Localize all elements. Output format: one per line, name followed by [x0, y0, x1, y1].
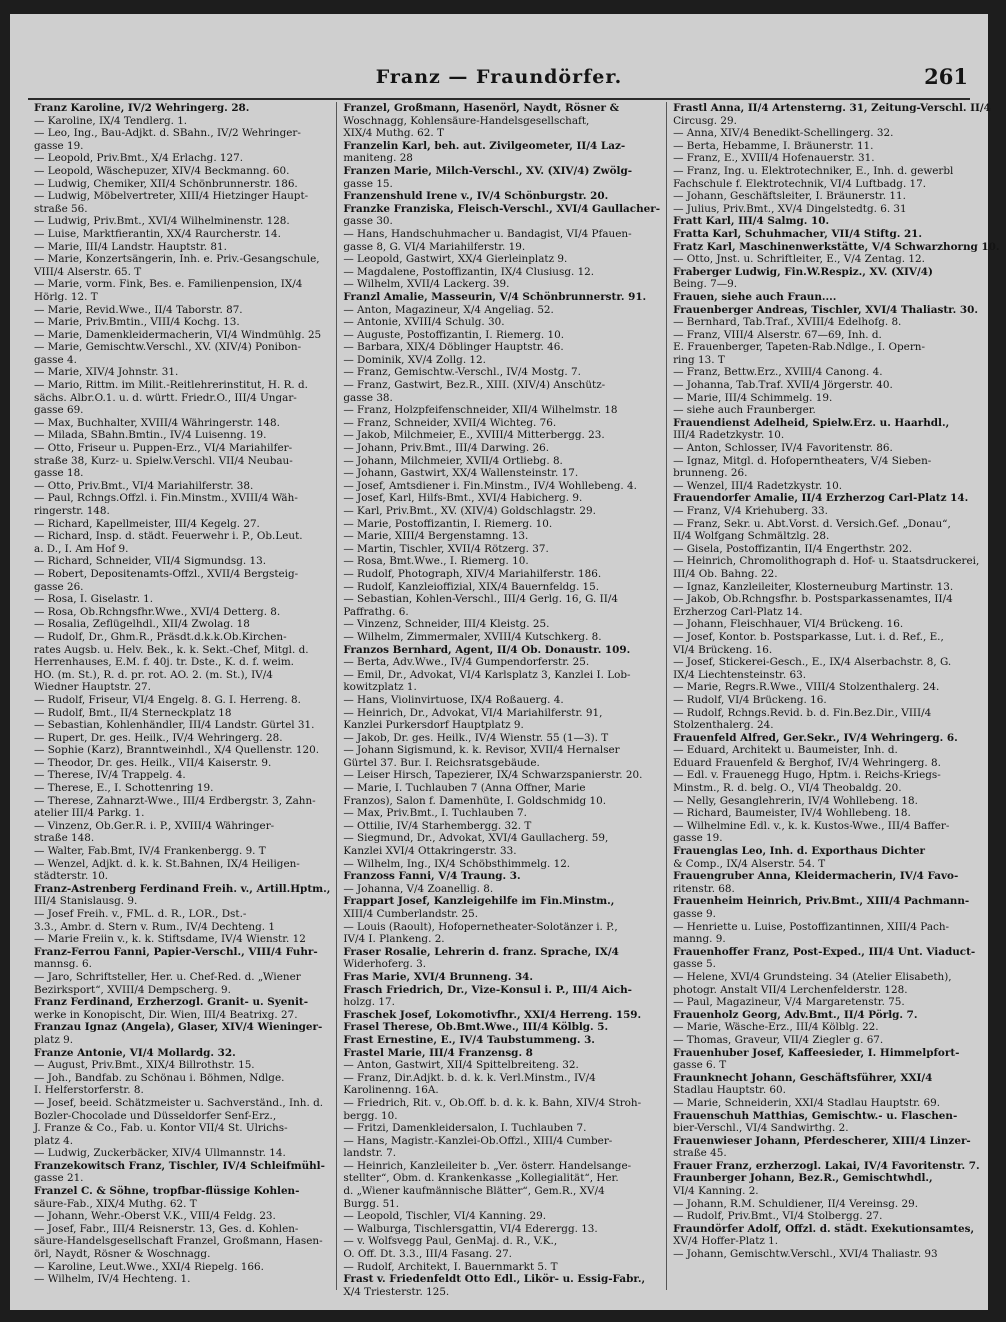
directory-entry: — Julius, Priv.Bmt., XV/4 Dingelstedtg. 6. 31 [673, 202, 907, 215]
directory-entry: Frasel Therese, Ob.Bmt.Wwe., III/4 Kölblg. 5. [343, 1021, 609, 1034]
directory-entry: — Johann, Gemischtw.Verschl., XVI/4 Thaliastr. 93 [673, 1248, 938, 1261]
directory-entry: Frauendorfer Amalie, II/4 Erzherzog Carl-Platz 14. [673, 492, 969, 505]
directory-entry: — Karl, Priv.Bmt., XV. (XIV/4) Goldschlagstr. 29. [343, 505, 596, 517]
directory-entry: Paffrathg. 6. [343, 605, 409, 618]
directory-entry: — Marie Freiin v., k. k. Stiftsdame, IV/4 Wienstr. 12 [34, 933, 306, 946]
directory-entry: Fraunberger Johann, Bez.R., Gemischtwhdl., [673, 1172, 933, 1185]
directory-entry: gasse 6. T [673, 1059, 727, 1072]
directory-entry: Fratt Karl, III/4 Salmg. 10. [673, 215, 830, 228]
directory-entry: — Heinrich, Chromolithograph d. Hof- u. Staatsdruckerei, [673, 555, 980, 568]
directory-entry: — Henriette u. Luise, Postoffizantinnen, XIII/4 Pach- [673, 920, 950, 933]
directory-entry: Stadlau Hauptstr. 60. [673, 1084, 786, 1097]
directory-entry: Franzekowitsch Franz, Tischler, IV/4 Schleifmühl- [34, 1159, 325, 1172]
directory-entry: — Otto, Friseur u. Puppen-Erz., VI/4 Mariahilfer- [34, 442, 293, 455]
directory-entry: — Rudolf, Friseur, VI/4 Engelg. 8. G. I. Herreng. 8. [34, 693, 301, 706]
directory-entry: Frauenheim Heinrich, Priv.Bmt., XIII/4 Pachmann- [673, 895, 970, 908]
directory-entry: — Marie, Konzertsängerin, Inh. e. Priv.-Gesangschule, [34, 253, 320, 266]
directory-entry: — Josef, Amtsdiener i. Fin.Minstm., IV/4 Wohllebeng. 4. [343, 479, 637, 492]
column-3 [666, 102, 1005, 1290]
directory-entry: — Ludwig, Zuckerbäcker, XIV/4 Ullmannstr. 14. [34, 1147, 286, 1160]
directory-entry: — Johann, Wehr.-Oberst V.K., VIII/4 Feldg. 23. [34, 1210, 276, 1223]
directory-entry: — Marie, Wäsche-Erz., III/4 Kölblg. 22. [673, 1021, 879, 1034]
directory-entry: — Ottilie, IV/4 Starhembergg. 32. T [343, 819, 532, 832]
directory-entry: — Marie, I. Tuchlauben 7 (Anna Offner, Marie [343, 782, 586, 795]
directory-entry: — Karoline, IX/4 Tendlerg. 1. [34, 114, 188, 127]
directory-entry: — Marie, Priv.Bmtin., VIII/4 Kochg. 13. [34, 316, 240, 329]
directory-entry: — Fritzi, Damenkleidersalon, I. Tuchlauben 7. [343, 1122, 587, 1135]
directory-entry: Fraunknecht Johann, Geschäftsführer, XXI/4 [673, 1071, 933, 1084]
directory-entry: straße 56. [34, 202, 88, 215]
directory-entry: Frastel Marie, III/4 Franzensg. 8 [343, 1046, 533, 1059]
directory-entry: Frauengruber Anna, Kleidermacherin, IV/4 Favo- [673, 870, 959, 883]
directory-entry: — Rudolf, Kanzleioffizial, XIX/4 Bauernfeldg. 15. [343, 580, 600, 593]
directory-entry: — Barbara, XIX/4 Döblinger Hauptstr. 46. [343, 341, 564, 354]
directory-entry: Franz-Astrenberg Ferdinand Freih. v., Artill.Hptm., [34, 882, 331, 895]
directory-entry: Fraschek Josef, Lokomotivfhr., XXI/4 Herreng. 159. [343, 1008, 642, 1021]
directory-entry: Frauenberger Andreas, Tischler, XVI/4 Thaliastr. 30. [673, 303, 978, 316]
directory-entry: gasse 5. [673, 958, 716, 971]
column-2 [336, 102, 666, 1298]
directory-entry: — Marie, XIV/4 Johnstr. 31. [34, 366, 179, 379]
directory-entry: Franz Karoline, IV/2 Wehringerg. 28. [34, 102, 250, 114]
directory-entry: säure-Fab., XIX/4 Muthg. 62. T [34, 1197, 197, 1210]
directory-entry: Franzel, Großmann, Hasenörl, Naydt, Rösner & [343, 102, 620, 114]
directory-entry: gasse 19. [673, 832, 723, 845]
directory-entry: sächs. Albr.O.1. u. d. württ. Friedr.O., III/4 Ungar- [34, 391, 297, 404]
directory-entry: Minstm., R. d. belg. O., VI/4 Theobaldg. 20. [673, 782, 902, 795]
directory-entry: Franzel C. & Söhne, tropfbar-flüssige Kohlen- [34, 1185, 300, 1198]
directory-entry: XIII/4 Cumberlandstr. 25. [343, 908, 479, 920]
page-number: 261 [924, 64, 968, 89]
directory-entry: — Franz, Gastwirt, Bez.R., XIII. (XIV/4) Anschütz- [343, 379, 606, 392]
directory-entry: rates Augsb. u. Helv. Bek., k. k. Sekt.-Chef, Mitgl. d. [34, 643, 309, 656]
directory-entry: — Franz, Dir.Adjkt. b. d. k. k. Verl.Minstm., IV/4 [343, 1071, 596, 1084]
directory-entry: Frappart Josef, Kanzleigehilfe im Fin.Minstm., [343, 895, 615, 908]
directory-entry: — Ludwig, Priv.Bmt., XVI/4 Wilhelminenstr. 128. [34, 215, 290, 228]
directory-entry: — Sebastian, Kohlenhändler, III/4 Landstr. Gürtel 31. [34, 719, 315, 732]
directory-entry: — Marie, Revid.Wwe., II/4 Taborstr. 87. [34, 303, 243, 316]
directory-entry: Karolinenng. 16A. [343, 1084, 439, 1097]
directory-entry: — Josef, Stickerei-Gesch., E., IX/4 Alserbachstr. 8, G. [673, 656, 952, 669]
directory-entry: — Karoline, Leut.Wwe., XXI/4 Riepelg. 166. [34, 1260, 264, 1273]
directory-entry: ring 13. T [673, 353, 725, 366]
directory-entry: Frast Ernestine, E., IV/4 Taubstummeng. 3. [343, 1033, 595, 1046]
directory-entry: — Otto, Priv.Bmt., VI/4 Mariahilferstr. 38. [34, 479, 254, 492]
directory-entry: — Rudolf, Photograph, XIV/4 Mariahilferstr. 186. [343, 567, 602, 580]
directory-entry: — Paul, Magazineur, V/4 Margaretenstr. 75. [673, 996, 905, 1009]
directory-entry: — Ludwig, Möbelvertreter, XIII/4 Hietzinger Haupt- [34, 190, 309, 203]
directory-entry: straße 148. [34, 832, 95, 845]
directory-entry: VIII/4 Alserstr. 65. T [34, 265, 142, 278]
directory-entry: — Vinzenz, Schneider, III/4 Kleistg. 25. [343, 618, 550, 631]
directory-entry: bergg. 10. [343, 1109, 398, 1122]
directory-entry: Frast v. Friedenfeldt Otto Edl., Likör- u. Essig-Fabr., [343, 1273, 646, 1286]
directory-page [10, 14, 1000, 1310]
directory-entry: — Franz, Schneider, XVII/4 Wichteg. 76. [343, 416, 557, 429]
directory-entry: — Marie, Postoffizantin, I. Riemerg. 10. [343, 517, 553, 530]
directory-entry: — Dominik, XV/4 Zollg. 12. [343, 353, 486, 366]
directory-entry: — Therese, IV/4 Trappelg. 4. [34, 769, 186, 782]
directory-entry: — Helene, XVI/4 Grundsteing. 34 (Atelier Elisabeth), [673, 970, 952, 983]
directory-entry: — Rudolf, Priv.Bmt., VI/4 Stolbergg. 27. [673, 1210, 883, 1223]
directory-entry: — Johann Sigismund, k. k. Revisor, XVII/4 Hernalser [343, 744, 620, 757]
directory-entry: — Franz, Holzpfeifenschneider, XII/4 Wilhelmstr. 18 [343, 404, 618, 417]
directory-entry: Franz Ferdinand, Erzherzogl. Granit- u. Syenit- [34, 996, 309, 1009]
directory-entry: E. Frauenberger, Tapeten-Rab.Ndlge., I. Opern- [673, 341, 925, 354]
directory-entry: gasse 19. [34, 139, 84, 152]
directory-entry: Fraberger Ludwig, Fin.W.Respiz., XV. (XIV/4) [673, 265, 933, 278]
directory-entry: — Johann, Milchmeier, XVII/4 Ortliebg. 8. [343, 454, 563, 467]
directory-entry: stellter“, Obm. d. Krankenkasse „Kollegialität“, Her. [343, 1172, 619, 1185]
directory-entry: — Franz, VIII/4 Alserstr. 67—69, Inh. d. [673, 328, 882, 341]
directory-entry: II/4 Wolfgang Schmältzlg. 28. [673, 530, 830, 543]
directory-entry: — Johann, Priv.Bmt., III/4 Darwing. 26. [343, 442, 550, 455]
directory-entry: — Thomas, Graveur, VII/4 Ziegler g. 67. [673, 1033, 884, 1046]
directory-entry: atelier III/4 Parkg. 1. [34, 807, 145, 820]
directory-entry: — Leopold, Tischler, VI/4 Kanning. 29. [343, 1210, 547, 1223]
directory-entry: III/4 Stanislausg. 9. [34, 895, 138, 908]
directory-entry: — siehe auch Fraunberger. [673, 404, 816, 417]
directory-entry: XIX/4 Muthg. 62. T [343, 127, 444, 140]
directory-entry: Bezirksport“, XVIII/4 Dempscherg. 9. [34, 983, 231, 996]
directory-entry: säure-Handelsgesellschaft Franzel, Großmann, Hasen- [34, 1235, 323, 1248]
directory-entry: bier-Verschl., VI/4 Sandwirthg. 2. [673, 1122, 849, 1135]
directory-entry: — Marie, Damenkleidermacherin, VI/4 Windmühlg. 25 [34, 328, 322, 341]
directory-entry: — Johann, Gastwirt, XX/4 Wallensteinstr. 17. [343, 467, 579, 480]
directory-entry: — Siegmund, Dr., Advokat, XVI/4 Gaullacherg. 59, [343, 832, 609, 845]
directory-entry: gasse 69. [34, 404, 84, 417]
directory-entry: straße 38, Kurz- u. Spielw.Verschl. VII/4 Neubau- [34, 454, 293, 467]
directory-entry: Frauer Franz, erzherzogl. Lakai, IV/4 Favoritenstr. 7. [673, 1159, 980, 1172]
column-1 [28, 102, 336, 1290]
directory-entry: — Rupert, Dr. ges. Heilk., IV/4 Wehringerg. 28. [34, 731, 283, 744]
directory-entry: — Ignaz, Kanzleileiter, Klosterneuburg Martinstr. 13. [673, 580, 954, 593]
directory-entry: — Vinzenz, Ob.Ger.R. i. P., XVIII/4 Währinger- [34, 819, 275, 832]
directory-entry: ritenstr. 68. [673, 882, 735, 895]
directory-entry: — Wilhelm, XVII/4 Lackerg. 39. [343, 278, 510, 291]
directory-entry: — v. Wolfsvegg Paul, GenMaj. d. R., V.K., [343, 1235, 558, 1248]
directory-entry: — Wilhelm, Zimmermaler, XVIII/4 Kutschkerg. 8. [343, 630, 602, 643]
directory-entry: — Anton, Schlosser, IV/4 Favoritenstr. 86. [673, 442, 893, 455]
directory-entry: gasse 8, G. VI/4 Mariahilferstr. 19. [343, 240, 526, 253]
directory-entry: gasse 15. [343, 177, 393, 190]
directory-entry: — Heinrich, Kanzleileiter b. „Ver. österr. Handelsange- [343, 1159, 632, 1172]
directory-entry: — Richard, Insp. d. städt. Feuerwehr i. P., Ob.Leut. [34, 530, 303, 543]
directory-entry: — Louis (Raoult), Hofopernetheater-Solotänzer i. P., [343, 920, 618, 933]
directory-entry: Franzen Marie, Milch-Verschl., XV. (XIV/4) Zwölg- [343, 164, 633, 177]
directory-entry: Franzke Franziska, Fleisch-Verschl., XVI/4 Gaullacher- [343, 202, 661, 215]
directory-entry: XV/4 Hoffer-Platz 1. [673, 1235, 779, 1248]
directory-entry: — Wilhelm, Ing., IX/4 Schöbsthimmelg. 12. [343, 857, 571, 870]
directory-entry: Fraundörfer Adolf, Offzl. d. städt. Exekutionsamtes, [673, 1222, 975, 1235]
directory-entry: — Jaro, Schriftsteller, Her. u. Chef-Red. d. „Wiener [34, 970, 301, 983]
directory-entry: Franze Antonie, VI/4 Mollardg. 32. [34, 1046, 236, 1059]
directory-entry: X/4 Triesterstr. 125. [343, 1285, 450, 1298]
directory-entry: — Richard, Schneider, VII/4 Sigmundsg. 13. [34, 555, 267, 568]
directory-entry: gasse 38. [343, 391, 393, 404]
directory-entry: — Milada, SBahn.Bmtin., IV/4 Luisenng. 19. [34, 429, 267, 442]
directory-entry: Franzos), Salon f. Damenhüte, I. Goldschmidg 10. [343, 794, 607, 807]
directory-entry: — Franz, V/4 Kriehuberg. 33. [673, 505, 828, 517]
directory-entry: — Franz, Bettw.Erz., XVIII/4 Canong. 4. [673, 366, 883, 379]
directory-entry: platz 4. [34, 1134, 74, 1147]
directory-entry: — Emil, Dr., Advokat, VI/4 Karlsplatz 3, Kanzlei I. Lob- [343, 668, 631, 681]
directory-entry: — Josef, Karl, Hilfs-Bmt., XVI/4 Habicherg. 9. [343, 492, 583, 505]
directory-entry: Widerhoferg. 3. [343, 958, 427, 971]
directory-entry: — Johanna, Tab.Traf. XVII/4 Jörgerstr. 40. [673, 379, 893, 392]
directory-entry: a. D., I. Am Hof 9. [34, 542, 129, 555]
directory-entry: — Ludwig, Chemiker, XII/4 Schönbrunnerstr. 186. [34, 177, 298, 190]
directory-entry: IX/4 Liechtensteinstr. 63. [673, 668, 807, 681]
directory-entry: — Hans, Magistr.-Kanzlei-Ob.Offzl., XIII/4 Cumber- [343, 1134, 613, 1147]
directory-entry: — Jakob, Dr. ges. Heilk., IV/4 Wienstr. 55 (1—3). T [343, 731, 609, 744]
directory-entry: — Rudolf, Rchngs.Revid. b. d. Fin.Bez.Dir., VIII/4 [673, 706, 932, 719]
directory-entry: — Rosa, Bmt.Wwe., I. Riemerg. 10. [343, 555, 529, 568]
directory-entry: — Theodor, Dr. ges. Heilk., VII/4 Kaiserstr. 9. [34, 756, 272, 769]
directory-entry: 3.3., Ambr. d. Stern v. Rum., IV/4 Dechteng. 1 [34, 920, 275, 933]
directory-entry: Franzos Bernhard, Agent, II/4 Ob. Donaustr. 109. [343, 643, 631, 656]
directory-entry: manng. 9. [673, 933, 726, 946]
directory-entry: Herrenhauses, E.M. f. 40j. tr. Dste., K. d. f. weim. [34, 656, 294, 669]
directory-entry: — Franz, Sekr. u. Abt.Vorst. d. Versich.Gef. „Donau“, [673, 517, 951, 530]
directory-entry: — Josef Freih. v., FML. d. R., LOR., Dst.- [34, 908, 247, 920]
directory-entry: Circusg. 29. [673, 114, 737, 127]
directory-entry: — Auguste, Postoffizantin, I. Riemerg. 10. [343, 328, 565, 341]
directory-entry: — Berta, Hebamme, I. Bräunerstr. 11. [673, 139, 874, 152]
directory-entry: — Johann, Fleischhauer, VI/4 Brückeng. 16. [673, 618, 904, 631]
directory-entry: Franzoss Fanni, V/4 Traung. 3. [343, 870, 521, 883]
directory-entry: — Johanna, V/4 Zoanellig. 8. [343, 882, 494, 895]
directory-entry: — Robert, Depositenamts-Offzl., XVII/4 Bergsteig- [34, 567, 299, 580]
directory-entry: J. Franze & Co., Fab. u. Kontor VII/4 St. Ulrichs- [34, 1122, 288, 1135]
directory-entry: Fratta Karl, Schuhmacher, VII/4 Stiftg. 21. [673, 227, 923, 240]
directory-entry: — Sebastian, Kohlen-Verschl., III/4 Gerlg. 16, G. II/4 [343, 593, 618, 606]
directory-entry: straße 45. [673, 1147, 727, 1160]
directory-entry: — Hans, Violinvirtuose, IX/4 Roßauerg. 4. [343, 693, 564, 706]
directory-entry: gasse 26. [34, 580, 84, 593]
directory-entry: d. „Wiener kaufmännische Blätter“, Gem.R., XV/4 [343, 1185, 605, 1198]
directory-entry: — Wenzel, III/4 Radetzkystr. 10. [673, 479, 843, 492]
directory-entry: — Richard, Baumeister, IV/4 Wohllebeng. 18. [673, 807, 911, 820]
directory-entry: Bozler-Chocolade und Düsseldorfer Senf-Erz., [34, 1109, 277, 1122]
directory-entry: — Wenzel, Adjkt. d. k. k. St.Bahnen, IX/4 Heiligen- [34, 857, 300, 870]
directory-entry: — Jakob, Milchmeier, E., XVIII/4 Mitterbergg. 23. [343, 429, 605, 442]
directory-entry: III/4 Radetzkystr. 10. [673, 429, 785, 442]
directory-entry: — Marie, vorm. Fink, Bes. e. Familienpension, IX/4 [34, 278, 303, 291]
directory-entry: — Jakob, Ob.Rchngsfhr. b. Postsparkassenamtes, II/4 [673, 593, 953, 606]
directory-entry: — Rudolf, Bmt., II/4 Sterneckplatz 18 [34, 706, 232, 719]
directory-entry: — Johann, Geschäftsleiter, I. Bräunerstr. 11. [673, 190, 906, 203]
directory-entry: — Leopold, Wäschepuzer, XIV/4 Beckmanng. 60. [34, 164, 290, 177]
directory-entry: — Magdalene, Postoffizantin, IX/4 Clusiusg. 12. [343, 265, 595, 278]
directory-entry: VI/4 Brückeng. 16. [673, 643, 773, 656]
directory-entry: landstr. 7. [343, 1147, 397, 1160]
directory-entry: — Anton, Magazineur, X/4 Angeliag. 52. [343, 303, 554, 316]
directory-entry: Frauenwieser Johann, Pferdescherer, XIII/4 Linzer- [673, 1134, 971, 1147]
directory-entry: — Berta, Adv.Wwe., IV/4 Gumpendorferstr. 25. [343, 656, 590, 669]
directory-entry: örl, Naydt, Rösner & Woschnagg. [34, 1248, 211, 1261]
directory-entry: — Rosa, I. Giselastr. 1. [34, 593, 154, 606]
directory-entry: — Walburga, Tischlersgattin, VI/4 Ederergg. 13. [343, 1222, 598, 1235]
directory-entry: Burgg. 51. [343, 1197, 400, 1210]
directory-entry: — Leiser Hirsch, Tapezierer, IX/4 Schwarzspanierstr. 20. [343, 769, 643, 782]
directory-entry: — Richard, Kapellmeister, III/4 Kegelg. 27. [34, 517, 260, 530]
directory-entry: — Max, Priv.Bmt., I. Tuchlauben 7. [343, 807, 527, 820]
directory-entry: Stolzenthalerg. 24. [673, 719, 774, 732]
directory-entry: — Josef, Fabr., III/4 Reisnerstr. 13, Ges. d. Kohlen- [34, 1222, 299, 1235]
directory-entry: — Therese, Zahnarzt-Wwe., III/4 Erdbergstr. 3, Zahn- [34, 794, 316, 807]
page-header [28, 58, 970, 100]
directory-entry: — Josef, Kontor. b. Postsparkasse, Lut. i. d. Ref., E., [673, 630, 944, 643]
directory-entry: — Edl. v. Frauenegg Hugo, Hptm. i. Reichs-Kriegs- [673, 769, 941, 782]
directory-entry: Fachschule f. Elektrotechnik, VI/4 Luftbadg. 17. [673, 177, 927, 190]
directory-entry: — Leo, Ing., Bau-Adjkt. d. SBahn., IV/2 Wehringer- [34, 127, 301, 140]
directory-entry: HO. (m. St.), R. d. pr. rot. AO. 2. (m. St.), IV/4 [34, 668, 273, 681]
directory-entry: — Therese, E., I. Schottenring 19. [34, 782, 214, 795]
directory-entry: Franzau Ignaz (Angela), Glaser, XIV/4 Wieninger- [34, 1021, 323, 1034]
directory-entry: — Wilhelmine Edl. v., k. k. Kustos-Wwe., III/4 Baffer- [673, 819, 950, 832]
directory-entry: VI/4 Kanning. 2. [673, 1185, 759, 1198]
directory-entry: — Leopold, Priv.Bmt., X/4 Erlachg. 127. [34, 152, 244, 165]
directory-entry: werke in Konopischt, Dir. Wien, III/4 Beatrixg. 27. [34, 1008, 298, 1021]
directory-entry: maniteng. 28 [343, 152, 413, 165]
directory-entry: Franzelin Karl, beh. aut. Zivilgeometer, II/4 Laz- [343, 139, 626, 152]
directory-entry: — Anton, Gastwirt, XII/4 Spittelbreiteng. 32. [343, 1059, 579, 1072]
directory-entry: holzg. 17. [343, 996, 395, 1009]
directory-entry: Kanzlei XVI/4 Ottakringerstr. 33. [343, 845, 517, 858]
directory-entry: — Otto, Jnst. u. Schriftleiter, E., V/4 Zentag. 12. [673, 253, 925, 266]
directory-entry: — Marie, Schneiderin, XXI/4 Stadlau Hauptstr. 69. [673, 1096, 941, 1109]
directory-entry: — Rosa, Ob.Rchngsfhr.Wwe., XVI/4 Detterg. 8. [34, 605, 281, 618]
directory-entry: Gürtel 37. Bur. I. Reichsratsgebäude. [343, 756, 540, 769]
directory-entry: — Leopold, Gastwirt, XX/4 Gierleinplatz 9. [343, 253, 568, 266]
directory-entry: Erzherzog Carl-Platz 14. [673, 605, 803, 618]
directory-entry: mannsg. 6. [34, 958, 92, 971]
directory-entry: Eduard Frauenfeld & Berghof, IV/4 Wehringerg. 8. [673, 756, 941, 769]
directory-entry: gasse 9. [673, 908, 716, 920]
directory-entry: Wiedner Hauptstr. 27. [34, 681, 151, 694]
directory-entry: Franzenshuld Irene v., IV/4 Schönburgstr. 20. [343, 190, 609, 203]
directory-entry: Frastl Anna, II/4 Artensterng. 31, Zeitung-Verschl. II/4 [673, 102, 991, 114]
directory-entry: gasse 18. [34, 467, 84, 480]
directory-entry: Frauenholz Georg, Adv.Bmt., II/4 Pörlg. 7. [673, 1008, 918, 1021]
directory-entry: brunneng. 26. [673, 467, 748, 480]
directory-entry: Fras Marie, XVI/4 Brunneng. 34. [343, 970, 534, 983]
directory-entry: — Paul, Rchngs.Offzl. i. Fin.Minstm., XVIII/4 Wäh- [34, 492, 298, 505]
directory-entry: städterstr. 10. [34, 870, 109, 883]
directory-entry: — Rudolf, Architekt, I. Bauernmarkt 5. T [343, 1260, 558, 1273]
directory-entry: — Luise, Marktfierantin, XX/4 Raurcherstr. 14. [34, 227, 281, 240]
directory-entry: — Gisela, Postoffizantin, II/4 Engerthstr. 202. [673, 542, 913, 555]
directory-entry: IV/4 I. Plankeng. 2. [343, 933, 445, 946]
directory-entry: — Johann, R.M. Schuldiener, II/4 Vereinsg. 29. [673, 1197, 919, 1210]
directory-entry: — Wilhelm, IV/4 Hechteng. 1. [34, 1273, 191, 1286]
directory-entry: platz 9. [34, 1033, 74, 1046]
directory-entry: — Josef, beeid. Schätzmeister u. Sachverständ., Inh. d. [34, 1096, 324, 1109]
directory-entry: — Rosalia, Zeflügelhdl., XII/4 Zwolag. 18 [34, 618, 250, 631]
directory-entry: Frauen, siehe auch Fraun.... [673, 290, 837, 303]
directory-entry: gasse 21. [34, 1172, 84, 1185]
directory-entry: Woschnagg, Kohlensäure-Handelsgesellschaft, [343, 114, 590, 127]
directory-entry: Kanzlei Purkersdorf Hauptplatz 9. [343, 719, 524, 732]
directory-entry: — Hans, Handschuhmacher u. Bandagist, VI/4 Pfauen- [343, 227, 632, 240]
directory-entry: — Franz, Gemischtw.-Verschl., IV/4 Mostg. 7. [343, 366, 581, 379]
directory-entry: ringerstr. 148. [34, 505, 110, 517]
directory-entry: & Comp., IX/4 Alserstr. 54. T [673, 857, 826, 870]
directory-entry: O. Off. Dt. 3.3., III/4 Fasang. 27. [343, 1248, 512, 1261]
directory-entry: Frasch Friedrich, Dr., Vize-Konsul i. P., III/4 Aich- [343, 983, 632, 996]
directory-entry: — Antonie, XVIII/4 Schulg. 30. [343, 316, 505, 329]
directory-entry: Frauenhuber Josef, Kaffeesieder, I. Himmelpfort- [673, 1046, 960, 1059]
directory-entry: — Rudolf, VI/4 Brückeng. 16. [673, 693, 827, 706]
directory-entry: Frauenglas Leo, Inh. d. Exporthaus Dichter [673, 845, 925, 858]
directory-entry: — Walter, Fab.Bmt, IV/4 Frankenbergg. 9. T [34, 845, 266, 858]
directory-entry: I. Helferstorferstr. 8. [34, 1084, 144, 1097]
directory-entry: — Rudolf, Dr., Ghm.R., Präsdt.d.k.k.Ob.Kirchen- [34, 630, 287, 643]
directory-entry: — Marie, III/4 Landstr. Hauptstr. 81. [34, 240, 227, 253]
directory-entry: Frauenfeld Alfred, Ger.Sekr., IV/4 Wehringerg. 6. [673, 731, 958, 744]
directory-entry: Frauenhoffer Franz, Post-Exped., III/4 Unt. Viaduct- [673, 945, 976, 958]
directory-entry: III/4 Ob. Bahng. 22. [673, 567, 778, 580]
directory-columns [28, 102, 1000, 1298]
directory-entry: — August, Priv.Bmt., XIX/4 Billrothstr. 15. [34, 1059, 255, 1072]
directory-entry: — Friedrich, Rit. v., Ob.Off. b. d. k. k. Bahn, XIV/4 Stroh- [343, 1096, 642, 1109]
directory-entry: Fraser Rosalie, Lehrerin d. franz. Sprache, IX/4 [343, 945, 619, 958]
directory-entry: — Eduard, Architekt u. Baumeister, Inh. d. [673, 744, 898, 757]
directory-entry: gasse 30. [343, 215, 393, 228]
directory-entry: — Nelly, Gesanglehrerin, IV/4 Wohllebeng. 18. [673, 794, 918, 807]
directory-entry: — Max, Buchhalter, XVIII/4 Währingerstr. 148. [34, 416, 280, 429]
directory-entry: Frauenschuh Matthias, Gemischtw.- u. Flaschen- [673, 1109, 958, 1122]
directory-entry: Franzl Amalie, Masseurin, V/4 Schönbrunnerstr. 91. [343, 290, 647, 303]
directory-entry: — Franz, Ing. u. Elektrotechniker, E., Inh. d. gewerbl [673, 164, 954, 177]
directory-entry: gasse 4. [34, 353, 77, 366]
directory-entry: — Anna, XIV/4 Benedikt-Schellingerg. 32. [673, 127, 894, 140]
directory-entry: Hörlg. 12. T [34, 290, 98, 303]
directory-entry: — Franz, E., XVIII/4 Hofenauerstr. 31. [673, 152, 875, 165]
directory-entry: — Marie, XIII/4 Bergenstamng. 13. [343, 530, 529, 543]
directory-entry: — Heinrich, Dr., Advokat, VI/4 Mariahilferstr. 91, [343, 706, 603, 719]
directory-entry: — Mario, Rittm. im Milit.-Reitlehrerinstitut, H. R. d. [34, 379, 308, 392]
running-title: Franz — Fraundörfer. [375, 66, 623, 88]
directory-entry: — Marie, Regrs.R.Wwe., VIII/4 Stolzenthalerg. 24. [673, 681, 940, 694]
directory-entry: Being. 7—9. [673, 278, 738, 291]
directory-entry: — Ignaz, Mitgl. d. Hofoperntheaters, V/4 Sieben- [673, 454, 932, 467]
directory-entry: — Joh., Bandfab. zu Schönau i. Böhmen, Ndlge. [34, 1071, 285, 1084]
directory-entry: — Marie, Gemischtw.Verschl., XV. (XIV/4) Ponibon- [34, 341, 302, 354]
directory-entry: Franz-Ferrou Fanni, Papier-Verschl., VIII/4 Fuhr- [34, 945, 318, 958]
directory-entry: Frauendienst Adelheid, Spielw.Erz. u. Haarhdl., [673, 416, 950, 429]
directory-entry: — Martin, Tischler, XVII/4 Rötzerg. 37. [343, 542, 549, 555]
directory-entry: — Sophie (Karz), Branntweinhdl., X/4 Quellenstr. 120. [34, 744, 320, 757]
directory-entry: — Bernhard, Tab.Traf., XVIII/4 Edelhofg. 8. [673, 316, 902, 329]
directory-entry: photogr. Anstalt VII/4 Lerchenfelderstr. 128. [673, 983, 908, 996]
directory-entry: Fratz Karl, Maschinenwerkstätte, V/4 Schwarzhorng 10. [673, 240, 1000, 253]
directory-entry: — Marie, III/4 Schimmelg. 19. [673, 391, 833, 404]
directory-entry: kowitzplatz 1. [343, 681, 417, 694]
